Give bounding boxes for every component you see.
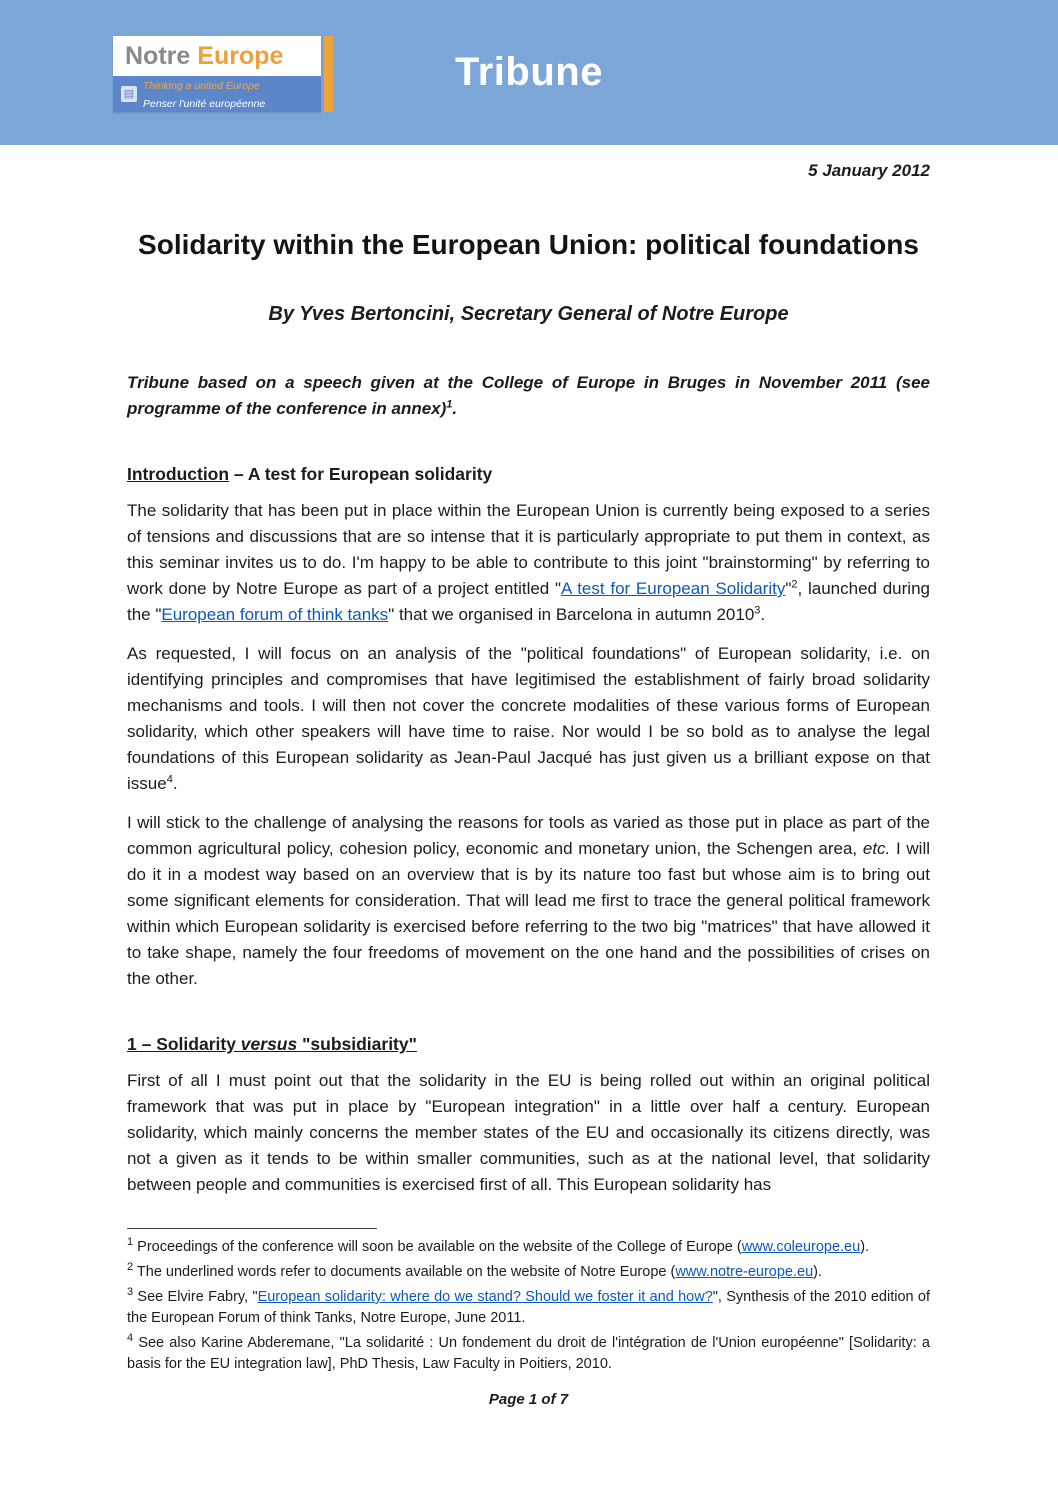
page-number: Page 1 of 7 [488, 1391, 569, 1408]
text-segment: Proceedings of the conference will soon be available on the website of the College of Europe ( [133, 1239, 742, 1255]
text-link[interactable]: www.notre-europe.eu [675, 1264, 814, 1280]
text-segment: . [452, 399, 458, 418]
text-segment: The underlined words refer to documents available on the website of Notre Europe ( [133, 1264, 676, 1280]
footnote-marker: 1 [446, 398, 453, 411]
header-banner [0, 0, 1058, 145]
page-title: Solidarity within the European Union: political foundations [138, 229, 919, 260]
text-segment: . [172, 774, 178, 793]
text-segment: – A test for European solidarity [229, 464, 493, 484]
intro-note [127, 370, 930, 422]
text-segment: etc. [862, 839, 891, 858]
paragraph [127, 810, 930, 992]
text-segment: . [760, 605, 766, 624]
text-segment: "subsidiarity" [297, 1034, 417, 1054]
paragraph [127, 498, 930, 628]
text-segment: See Elvire Fabry, " [133, 1289, 258, 1305]
text-link[interactable]: A test for European Solidarity [561, 579, 786, 598]
logo-word-notre: Notre [125, 41, 191, 70]
logo-tagline-fr: Penser l'unité européenne [143, 98, 266, 110]
text-segment: First of all I must point out that the solidarity in the EU is being rolled out within an original political framework that was put in place by "European integration" in a little over half a century. European solidarity, which mainly concerns the member states of the EU and occasionally its citizens directly, was not a given as it tends to be within smaller communities, such as at the national level, that solidarity between people and communities is exercised first of all. This European solidarity has [127, 1071, 930, 1194]
text-segment: The solidarity that has been put in place within the European Union is currently being exposed to a series of tensions and discussions that are so intense that it is particularly appropriate to put them in context, as this seminar invites us to do. I'm happy to be able to contribute to this joint "brainstorming" by referring to work done by Notre Europe as part of a project entitled " [127, 501, 930, 598]
document-date: 5 January 2012 [808, 161, 930, 180]
text-segment: As requested, I will focus on an analysis of the "political foundations" of European solidarity, i.e. on identifying principles and compromises that have legitimised the establishment of fairly broad solidarity mechanisms and tools. I will then not cover the concrete modalities of these various forms of European solidarity, which other speakers will have time to raise. Nor would I be so bold as to analyse the legal foundations of this European solidarity as Jean-Paul Jacqué has just given us a brilliant expose on that issue [127, 644, 930, 793]
footnote-marker: 2 [791, 578, 798, 591]
text-link[interactable]: www.coleurope.eu [741, 1239, 861, 1255]
footnote-marker: 3 [127, 1286, 134, 1299]
text-segment: I will stick to the challenge of analysing the reasons for tools as varied as those put in place as part of the common agricultural policy, cohesion policy, economic and monetary union, the Schengen area, [127, 813, 930, 858]
text-segment: See also Karine Abderemane, "La solidarité : Un fondement du droit de l'intégration de l'Union européenne" [Solidarity: a basis for the EU integration law], PhD Thesis, Law Faculty in Poitiers, 2010. [127, 1335, 930, 1372]
text-segment: versus [240, 1034, 298, 1054]
text-segment: " [785, 579, 792, 598]
book-icon: ▤ [121, 86, 137, 102]
paragraph [127, 641, 930, 797]
text-segment: ). [813, 1264, 822, 1280]
text-link[interactable]: European solidarity: where do we stand? Should we foster it and how? [257, 1289, 713, 1305]
logo-tagline-en: Thinking a united Europe [143, 80, 260, 92]
footnote-4 [127, 1333, 930, 1375]
text-segment: ). [860, 1239, 870, 1255]
footnote-marker: 2 [127, 1261, 134, 1274]
footnote-marker: 1 [127, 1236, 134, 1249]
footnote-1 [127, 1237, 930, 1258]
footnote-separator [127, 1228, 377, 1229]
footnote-marker: 3 [754, 604, 761, 617]
text-segment: " that we organised in Barcelona in autumn 2010 [388, 605, 755, 624]
paragraph [127, 1068, 930, 1198]
text-segment: ", Synthesis of the 2010 edition of the European Forum of think Tanks, Notre Europe, June 2011. [127, 1289, 930, 1326]
footnote-marker: 4 [127, 1332, 134, 1345]
footnote-marker: 4 [166, 773, 173, 786]
text-link[interactable]: European forum of think tanks [161, 605, 389, 624]
text-segment: Introduction [127, 464, 230, 484]
footnotes [127, 1237, 930, 1375]
section-heading-introduction [127, 464, 930, 485]
logo-word-europe: Europe [197, 41, 284, 70]
footnote-2 [127, 1262, 930, 1283]
banner-title: Tribune [455, 50, 603, 94]
footnote-3 [127, 1287, 930, 1329]
text-segment: 1 – Solidarity [127, 1034, 241, 1054]
text-segment: I will do it in a modest way based on an overview that is by its nature too fast but whose aim is to bring out some significant elements for consideration. That will lead me first to trace the general political framework within which European solidarity is exercised before referring to the two big "matrices" that have allowed it to take shape, namely the four freedoms of movement on the one hand and the possibilities of crises on the other. [127, 839, 930, 988]
byline: By Yves Bertoncini, Secretary General of Notre Europe [268, 303, 789, 325]
text-segment: , launched during the " [127, 579, 930, 624]
text-segment: Tribune based on a speech given at the College of Europe in Bruges in November 2011 (see programme of the conference in annex) [127, 373, 930, 418]
document-content [0, 161, 1058, 1422]
section-heading-1 [127, 1034, 930, 1055]
